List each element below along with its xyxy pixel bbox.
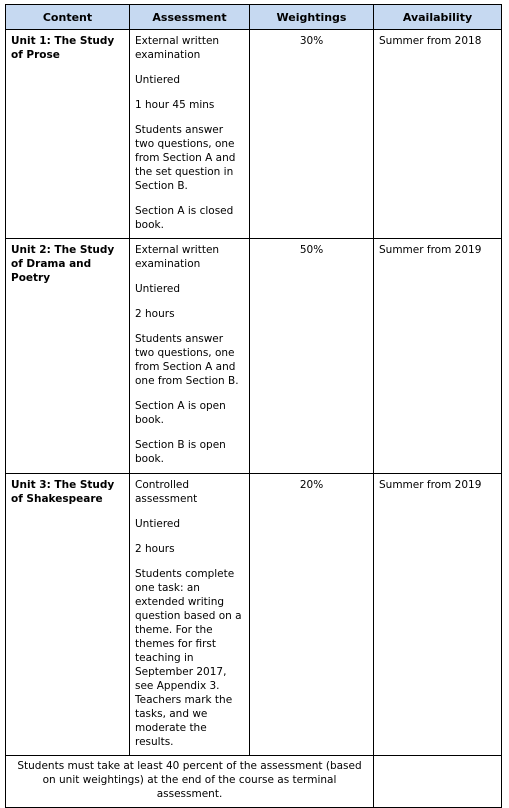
- header-assessment: Assessment: [130, 5, 250, 30]
- table-row: [6, 30, 502, 239]
- assessment-line: Section B is open book.: [135, 439, 226, 465]
- availability-value: Summer from 2019: [374, 239, 502, 474]
- assessment-line: Section A is closed book.: [135, 205, 234, 231]
- empty-cell: [374, 756, 502, 808]
- table-row: [6, 239, 502, 474]
- availability-value: Summer from 2018: [374, 30, 502, 239]
- assessment-line: Section A is open book.: [135, 400, 226, 426]
- assessment-details: [130, 239, 250, 474]
- assessment-line: Controlled assessment: [135, 479, 198, 505]
- weighting-value: 20%: [250, 474, 374, 756]
- assessment-line: Students answer two questions, one from Section A and the set question in Section B.: [135, 124, 236, 192]
- assessment-line: Untiered: [135, 518, 181, 530]
- assessment-line: 2 hours: [135, 308, 175, 320]
- assessment-line: 1 hour 45 mins: [135, 99, 215, 111]
- weighting-value: 50%: [250, 239, 374, 474]
- assessment-line: Students complete one task: an extended writing question based on a theme. For the themes for first teaching in September 2017, see Appendix 3. Teachers mark the tasks, and we moderate the results.: [135, 568, 242, 748]
- header-weightings: Weightings: [250, 5, 374, 30]
- assessment-details: [130, 30, 250, 239]
- unit-name: Unit 2: The Study of Drama and Poetry: [6, 239, 130, 474]
- assessment-line: External written examination: [135, 244, 220, 270]
- unit-name: Unit 3: The Study of Shakespeare: [6, 474, 130, 756]
- unit-name: Unit 1: The Study of Prose: [6, 30, 130, 239]
- table-row: [6, 474, 502, 756]
- assessment-line: Untiered: [135, 74, 181, 86]
- availability-value: Summer from 2019: [374, 474, 502, 756]
- assessment-details: [130, 474, 250, 756]
- footer-row: [6, 756, 502, 808]
- header-availability: Availability: [374, 5, 502, 30]
- assessment-line: Students answer two questions, one from Section A and one from Section B.: [135, 333, 239, 387]
- assessment-line: External written examination: [135, 35, 220, 61]
- assessment-table: [5, 4, 502, 808]
- assessment-line: Untiered: [135, 283, 181, 295]
- header-row: [6, 5, 502, 30]
- weighting-value: 30%: [250, 30, 374, 239]
- assessment-line: 2 hours: [135, 543, 175, 555]
- header-content: Content: [6, 5, 130, 30]
- terminal-assessment-note: Students must take at least 40 percent of the assessment (based on unit weightings) at the end of the course as terminal assessment.: [6, 756, 374, 808]
